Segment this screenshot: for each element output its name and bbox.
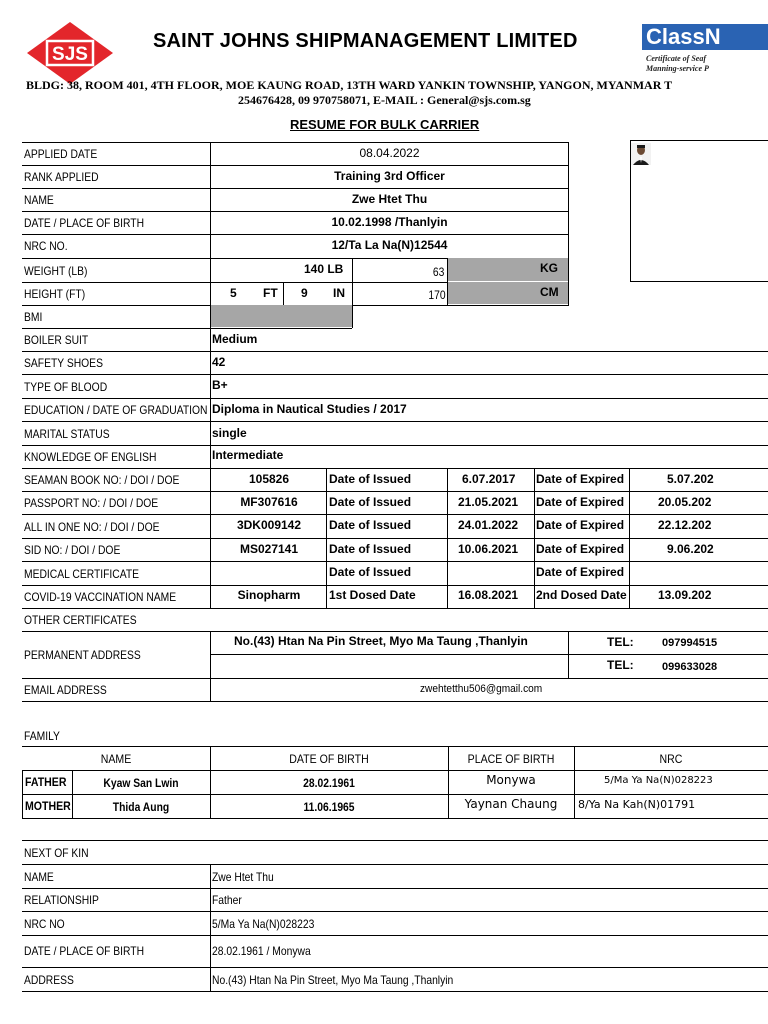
value-height-in: 9 (301, 286, 308, 300)
value-nrc: 12/Ta La Na(N)12544 (331, 238, 448, 252)
label-other-certificates: OTHER CERTIFICATES (24, 613, 137, 627)
nok-value-nrc: 5/Ma Ya Na(N)028223 (212, 917, 315, 931)
row-bmi (22, 305, 352, 329)
unit-kg: KG (540, 261, 558, 275)
value-date-issued: 10.06.2021 (458, 542, 519, 556)
family-member-nrc: 8/Ya Na Kah(N)01791 (578, 798, 696, 811)
label-email: EMAIL ADDRESS (24, 683, 107, 697)
table-row (22, 770, 768, 795)
row-seaman-book (22, 468, 768, 492)
label-applied-date: APPLIED DATE (24, 147, 98, 161)
label-bmi: BMI (24, 310, 43, 324)
value-tel-2: 099633028 (662, 661, 718, 673)
family-member-pob: Yaynan Chaung (464, 797, 558, 811)
label-height: HEIGHT (FT) (24, 287, 86, 301)
value-date-issued: 21.05.2021 (458, 495, 519, 509)
label-name: NAME (24, 193, 54, 207)
nok-row-relationship (22, 888, 768, 912)
value-date-issued: 6.07.2017 (462, 472, 516, 486)
nok-label-relationship: RELATIONSHIP (24, 893, 99, 907)
applicant-photo (631, 143, 651, 165)
label-safety-shoes: SAFETY SHOES (24, 356, 103, 370)
label-passport: PASSPORT NO: / DOI / DOE (24, 496, 159, 510)
row-medical (22, 561, 768, 586)
unit-cm: CM (540, 285, 559, 299)
value-date-issued: 24.01.2022 (458, 518, 519, 532)
value-doc-number: MF307616 (240, 495, 298, 509)
company-name: SAINT JOHNS SHIPMANAGEMENT LIMITED (153, 30, 578, 52)
label-sid: SID NO: / DOI / DOE (24, 543, 121, 557)
row-english (22, 445, 768, 469)
nok-row-address (22, 967, 768, 992)
row-safety-shoes (22, 351, 768, 375)
family-header-dob: DATE OF BIRTH (289, 752, 369, 766)
nok-value-relationship: Father (212, 893, 242, 907)
value-weight: 140 LB (304, 262, 344, 276)
label-second-dose: 2nd Dosed Date (536, 588, 627, 602)
value-doc-number: 3DK009142 (236, 518, 302, 532)
classn-logo (642, 24, 768, 84)
value-tel-1: 097994515 (662, 637, 718, 649)
label-blood-type: TYPE OF BLOOD (24, 380, 108, 394)
label-date-expired: Date of Expired (536, 472, 625, 486)
value-english: Intermediate (212, 448, 284, 462)
value-boiler-suit: Medium (212, 332, 258, 346)
company-address: BLDG: 38, ROOM 401, 4TH FLOOR, MOE KAUNG ROAD, 13TH WARD YANKIN TOWNSHIP, YANGON, MYANMAR T (26, 78, 673, 92)
row-blood-type (22, 374, 768, 399)
logo-text: SJS (52, 44, 88, 65)
family-title: FAMILY (24, 729, 60, 743)
classn-sub2: Manning-service P (646, 64, 709, 73)
tel-label-1: TEL: (607, 635, 634, 649)
unit-ft: FT (263, 286, 278, 300)
family-header-row (22, 746, 768, 771)
label-english: KNOWLEDGE OF ENGLISH (24, 450, 157, 464)
label-rank: RANK APPLIED (24, 170, 99, 184)
row-education (22, 398, 768, 422)
value-date-expired: 22.12.202 (658, 518, 712, 532)
row-marital-status (22, 421, 768, 446)
next-of-kin-title: NEXT OF KIN (24, 846, 89, 860)
value-first-dose: 16.08.2021 (458, 588, 519, 602)
nok-label-address: ADDRESS (24, 973, 74, 987)
value-dob: 10.02.1998 /Thanlyin (331, 215, 448, 229)
unit-in: IN (333, 286, 345, 300)
document-title: RESUME FOR BULK CARRIER (290, 117, 480, 132)
value-safety-shoes: 42 (212, 355, 226, 369)
value-doc-number: MS027141 (239, 542, 299, 556)
nok-row-name (22, 864, 768, 889)
value-rank: Training 3rd Officer (334, 169, 445, 183)
value-name: Zwe Htet Thu (351, 192, 428, 206)
value-date-expired: 9.06.202 (667, 542, 714, 556)
tel-label-2: TEL: (607, 658, 634, 672)
label-medical: MEDICAL CERTIFICATE (24, 567, 140, 581)
label-covid: COVID-19 VACCINATION NAME (24, 590, 177, 604)
next-of-kin-title-row (22, 840, 768, 865)
nok-label-nrc: NRC NO (24, 917, 65, 931)
label-date-expired: Date of Expired (536, 542, 625, 556)
classn-logo-text: ClassN (642, 24, 768, 50)
company-contact: 254676428, 09 970758071, E-MAIL : General@sjs.com.sg (238, 93, 531, 107)
label-date-issued: Date of Issued (329, 472, 412, 486)
label-date-issued: Date of Issued (329, 495, 412, 509)
value-height-ft: 5 (230, 286, 237, 300)
label-date-expired: Date of Expired (536, 495, 625, 509)
row-rank (22, 165, 569, 189)
row-passport (22, 491, 768, 515)
label-boiler-suit: BOILER SUIT (24, 333, 89, 347)
family-relation: MOTHER (25, 799, 71, 813)
sjs-logo (25, 20, 115, 86)
family-relation: FATHER (25, 775, 67, 789)
value-vaccine-name: Sinopharm (237, 588, 301, 602)
label-date-issued: Date of Issued (329, 542, 412, 556)
label-marital-status: MARITAL STATUS (24, 427, 110, 441)
label-weight: WEIGHT (LB) (24, 264, 88, 278)
value-marital-status: single (212, 426, 247, 440)
family-member-nrc: 5/Ma Ya Na(N)028223 (604, 775, 713, 786)
bmi-cell (211, 305, 352, 327)
row-sid (22, 538, 768, 562)
family-member-pob: Monywa (486, 773, 536, 787)
label-all-in-one: ALL IN ONE NO: / DOI / DOE (24, 520, 160, 534)
row-email (22, 678, 768, 702)
classn-sub1: Certificate of Seaf (646, 54, 706, 63)
label-education: EDUCATION / DATE OF GRADUATION (24, 403, 208, 417)
label-date-expired: Date of Expired (536, 518, 625, 532)
family-header-name: NAME (100, 752, 132, 766)
label-nrc: NRC NO. (24, 239, 68, 253)
family-header-pob: PLACE OF BIRTH (467, 752, 555, 766)
row-boiler-suit (22, 328, 768, 352)
row-name (22, 188, 569, 212)
label-date-issued: Date of Issued (329, 518, 412, 532)
row-weight (22, 258, 569, 283)
label-dob: DATE / PLACE OF BIRTH (24, 216, 145, 230)
classn-subtitle (646, 54, 709, 74)
value-weight-kg: 63 (432, 265, 445, 279)
row-all-in-one (22, 514, 768, 539)
row-covid (22, 585, 768, 609)
value-blood-type: B+ (212, 378, 228, 392)
nok-value-dob: 28.02.1961 / Monywa (212, 944, 311, 958)
nok-value-address: No.(43) Htan Na Pin Street, Myo Ma Taung ,Thanlyin (212, 973, 454, 987)
row-permanent-address (22, 631, 768, 679)
label-date-expired: Date of Expired (536, 565, 625, 579)
row-nrc (22, 234, 569, 259)
nok-row-nrc (22, 911, 768, 936)
value-height-cm: 170 (428, 288, 446, 302)
row-other-certificates (22, 608, 768, 632)
value-education: Diploma in Nautical Studies / 2017 (212, 402, 407, 416)
label-date-issued: Date of Issued (329, 565, 412, 579)
value-permanent-address: No.(43) Htan Na Pin Street, Myo Ma Taung ,Thanlyin (234, 634, 528, 648)
family-member-name: Thida Aung (112, 800, 170, 814)
label-permanent-address: PERMANENT ADDRESS (24, 648, 141, 662)
label-first-dose: 1st Dosed Date (329, 588, 416, 602)
family-member-dob: 28.02.1961 (303, 776, 355, 790)
row-height (22, 282, 569, 306)
nok-label-dob: DATE / PLACE OF BIRTH (24, 944, 145, 958)
value-date-expired: 5.07.202 (667, 472, 714, 486)
row-applied-date (22, 142, 569, 166)
row-dob (22, 211, 569, 235)
value-date-expired: 20.05.202 (658, 495, 712, 509)
nok-row-dob (22, 935, 768, 968)
family-member-name: Kyaw San Lwin (103, 776, 179, 790)
value-second-dose: 13.09.202 (658, 588, 712, 602)
family-header-nrc: NRC (659, 752, 683, 766)
family-member-dob: 11.06.1965 (303, 800, 355, 814)
label-seaman-book: SEAMAN BOOK NO: / DOI / DOE (24, 473, 180, 487)
value-email: zwehtetthu506@gmail.com (420, 683, 543, 695)
value-applied-date: 08.04.2022 (359, 146, 420, 160)
value-doc-number: 105826 (248, 472, 290, 486)
table-row (22, 794, 768, 819)
nok-value-name: Zwe Htet Thu (212, 870, 274, 884)
nok-label-name: NAME (24, 870, 54, 884)
